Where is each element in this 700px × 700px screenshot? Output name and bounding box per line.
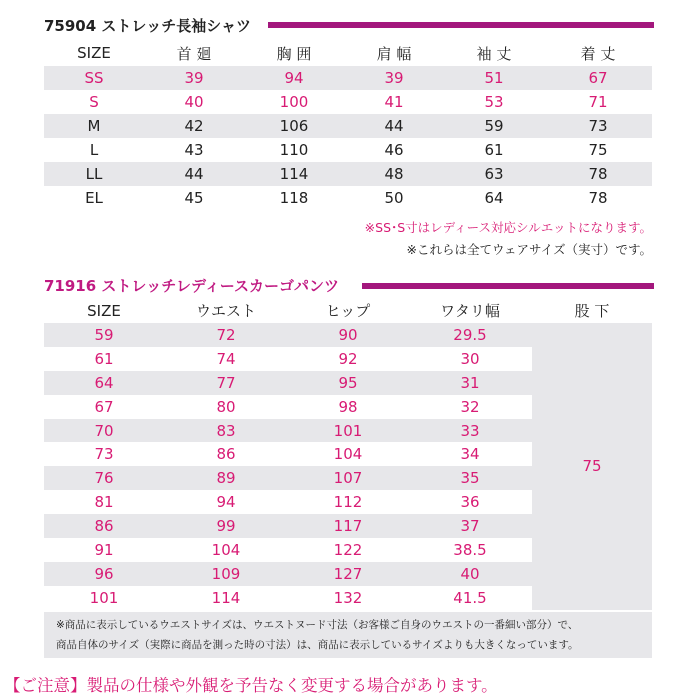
shirt-value-cell: 100	[279, 93, 309, 111]
shirt-value-cell: 61	[484, 141, 504, 159]
pants-inseam-cell: 75	[532, 323, 652, 610]
pants-table-row	[44, 323, 652, 347]
pants-size-cell: 67	[94, 397, 114, 416]
pants-value-cell: 77	[164, 371, 288, 395]
pants-header-size: SIZE	[87, 301, 121, 320]
shirt-value-cell: 110	[279, 141, 309, 159]
pants-size-cell: 73	[94, 445, 114, 464]
pants-value-cell: 95	[288, 371, 408, 395]
pants-size-cell: 61	[94, 349, 114, 368]
pants-value-cell: 72	[164, 323, 288, 347]
pants-header-row	[44, 298, 652, 323]
pants-value-cell: 90	[288, 323, 408, 347]
pants-header-waist: ウエスト	[195, 302, 256, 320]
shirt-table-row	[44, 138, 652, 162]
shirt-header-chest: 胸 囲	[276, 44, 312, 63]
shirt-size-table	[44, 40, 652, 210]
shirt-note-actual: ※これらは全てウェアサイズ（実寸）です。	[406, 242, 652, 257]
pants-value-cell: 132	[333, 588, 363, 607]
pants-value-cell: 34	[460, 445, 480, 464]
shirt-table-row	[44, 90, 652, 114]
shirt-value-cell: 118	[279, 189, 309, 207]
shirt-value-cell: 39	[144, 66, 244, 90]
shirt-value-cell: 106	[244, 114, 344, 138]
pants-value-cell: 104	[333, 445, 363, 464]
shirt-header-shoulder: 肩 幅	[376, 44, 412, 63]
pants-size-cell: 76	[44, 466, 164, 490]
pants-value-cell: 32	[460, 397, 480, 416]
pants-value-cell: 98	[338, 397, 358, 416]
pants-header-thigh: ワタリ幅	[440, 302, 500, 320]
pants-value-cell: 109	[164, 562, 288, 586]
shirt-value-cell: 41	[384, 93, 404, 111]
shirt-value-cell: 46	[384, 141, 404, 159]
shirt-header-row	[44, 40, 652, 66]
shirt-value-cell: 42	[144, 114, 244, 138]
pants-value-cell: 33	[408, 419, 532, 443]
shirt-title-row	[44, 14, 251, 36]
pants-size-table	[44, 298, 652, 610]
shirt-value-cell: 48	[344, 162, 444, 186]
pants-value-cell: 31	[408, 371, 532, 395]
pants-title-row	[44, 274, 339, 296]
shirt-note-ladies: ※SS･S寸はレディース対応シルエットになります。	[364, 220, 652, 235]
pants-value-cell: 101	[288, 419, 408, 443]
pants-value-cell: 89	[164, 466, 288, 490]
pants-value-cell: 94	[216, 493, 236, 512]
pants-value-cell: 107	[288, 466, 408, 490]
shirt-header-sleeve: 袖 丈	[476, 44, 512, 63]
shirt-header-neck: 首 廻	[176, 44, 212, 63]
pants-value-cell: 36	[460, 493, 480, 512]
shirt-table-row	[44, 186, 652, 210]
shirt-value-cell: 51	[444, 66, 544, 90]
shirt-value-cell: 67	[544, 66, 652, 90]
pants-value-cell: 30	[460, 349, 480, 368]
shirt-size-cell: SS	[44, 66, 144, 90]
shirt-value-cell: 39	[344, 66, 444, 90]
shirt-table-row	[44, 162, 652, 186]
pants-size-cell: 86	[44, 514, 164, 538]
footer-note-line2: 商品自体のサイズ（実際に商品を測った時の寸法）は、商品に表示しているサイズよりも大きくなっています。	[56, 639, 579, 651]
pants-size-cell: 59	[44, 323, 164, 347]
pants-value-cell: 35	[408, 466, 532, 490]
shirt-header-size: SIZE	[77, 44, 111, 62]
footer-note-box	[44, 612, 652, 658]
pants-size-cell: 81	[94, 493, 114, 512]
pants-value-cell: 114	[211, 588, 241, 607]
shirt-value-cell: 75	[588, 141, 608, 159]
shirt-size-cell: EL	[85, 189, 103, 207]
pants-value-cell: 37	[408, 514, 532, 538]
shirt-table-row	[44, 114, 652, 138]
shirt-title: 75904 ストレッチ長袖シャツ	[44, 16, 251, 35]
pants-value-cell: 117	[288, 514, 408, 538]
pants-size-cell: 96	[44, 562, 164, 586]
pants-value-cell: 104	[211, 540, 241, 559]
shirt-size-cell: LL	[44, 162, 144, 186]
pants-size-cell: 101	[89, 588, 119, 607]
shirt-title-bar	[268, 22, 654, 28]
pants-header-inseam: 股 下	[574, 302, 610, 320]
shirt-size-cell: S	[89, 93, 99, 111]
shirt-table-row	[44, 66, 652, 90]
pants-value-cell: 41.5	[453, 588, 487, 607]
pants-value-cell: 122	[333, 540, 363, 559]
caution-text: 【ご注意】製品の仕様や外観を予告なく変更する場合があります。	[4, 676, 498, 695]
shirt-size-cell: M	[44, 114, 144, 138]
pants-size-cell: 91	[94, 540, 114, 559]
shirt-value-cell: 78	[544, 162, 652, 186]
pants-title-bar	[362, 283, 654, 289]
pants-value-cell: 112	[333, 493, 363, 512]
shirt-value-cell: 50	[384, 189, 404, 207]
pants-value-cell: 74	[216, 349, 236, 368]
shirt-value-cell: 40	[184, 93, 204, 111]
shirt-value-cell: 94	[244, 66, 344, 90]
shirt-header-length: 着 丈	[580, 44, 616, 63]
pants-value-cell: 40	[408, 562, 532, 586]
shirt-value-cell: 64	[484, 189, 504, 207]
pants-size-cell: 70	[44, 419, 164, 443]
shirt-value-cell: 71	[588, 93, 608, 111]
pants-value-cell: 83	[164, 419, 288, 443]
shirt-value-cell: 59	[444, 114, 544, 138]
shirt-value-cell: 43	[184, 141, 204, 159]
pants-value-cell: 80	[216, 397, 236, 416]
pants-size-cell: 64	[44, 371, 164, 395]
shirt-value-cell: 44	[344, 114, 444, 138]
shirt-value-cell: 63	[444, 162, 544, 186]
shirt-value-cell: 44	[144, 162, 244, 186]
shirt-value-cell: 53	[484, 93, 504, 111]
shirt-value-cell: 45	[184, 189, 204, 207]
shirt-value-cell: 114	[244, 162, 344, 186]
shirt-size-cell: L	[89, 141, 99, 159]
pants-value-cell: 92	[338, 349, 358, 368]
pants-header-hip: ヒップ	[325, 302, 371, 320]
footer-note-line1: ※商品に表示しているウエストサイズは、ウエストヌード寸法（お客様ご自身のウエストの一番細い部分）で、	[56, 619, 579, 631]
pants-value-cell: 29.5	[408, 323, 532, 347]
pants-value-cell: 127	[288, 562, 408, 586]
pants-value-cell: 38.5	[453, 540, 487, 559]
pants-value-cell: 86	[216, 445, 236, 464]
shirt-value-cell: 73	[544, 114, 652, 138]
pants-value-cell: 99	[164, 514, 288, 538]
shirt-value-cell: 78	[588, 189, 608, 207]
pants-title: 71916 ストレッチレディースカーゴパンツ	[44, 276, 340, 295]
